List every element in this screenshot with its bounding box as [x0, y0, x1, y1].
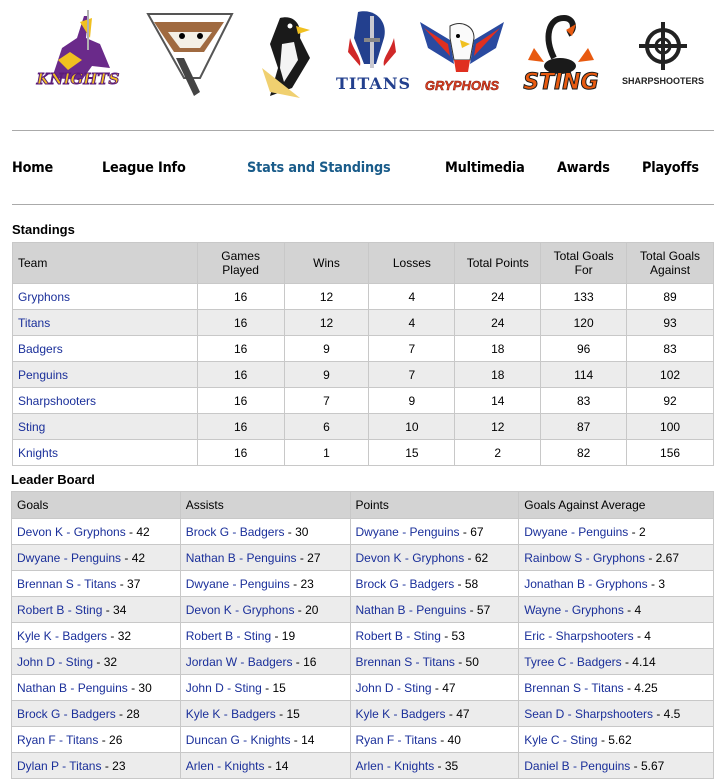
player-link[interactable]: Nathan B - Penguins	[355, 602, 467, 617]
stat-value: - 53	[440, 628, 465, 643]
nav-divider	[12, 204, 714, 205]
header-goals-against: Total Goals Against	[627, 243, 714, 284]
player-link[interactable]: Tyree C - Badgers	[524, 654, 622, 669]
player-link[interactable]: Dylan P - Titans	[17, 758, 102, 773]
badger-icon	[144, 8, 236, 100]
stat-value: - 4.25	[623, 680, 658, 695]
stat-value: - 57	[466, 602, 491, 617]
leader-cell-gaa	[519, 519, 714, 545]
team-link[interactable]: Knights	[13, 440, 198, 466]
team-link[interactable]: Sharpshooters	[13, 388, 198, 414]
cell-goals-for: 133	[541, 284, 627, 310]
stat-value: - 19	[271, 628, 296, 643]
header-gaa: Goals Against Average	[519, 492, 714, 519]
standings-row	[13, 310, 714, 336]
header-divider	[12, 130, 714, 131]
nav-stats-and-standings[interactable]: Stats and Standings	[247, 160, 391, 176]
stat-value: - 35	[434, 758, 459, 773]
stat-value: - 4.5	[653, 706, 681, 721]
team-logos-banner	[0, 0, 722, 110]
leader-cell-assists	[180, 571, 350, 597]
leader-cell-assists	[180, 597, 350, 623]
header-team: Team	[13, 243, 198, 284]
standings-row	[13, 388, 714, 414]
cell-goals-for: 82	[541, 440, 627, 466]
leader-cell-points	[350, 597, 519, 623]
main-nav	[0, 160, 722, 184]
cell-total-points: 24	[455, 310, 541, 336]
player-link[interactable]: Brennan S - Titans	[524, 680, 624, 695]
leader-row	[12, 597, 714, 623]
cell-goals-for: 114	[541, 362, 627, 388]
header-goals-for: Total Goals For	[541, 243, 627, 284]
stat-value: - 15	[275, 706, 300, 721]
player-link[interactable]: John D - Sting	[185, 680, 262, 695]
stat-value: - 20	[294, 602, 319, 617]
stat-value: - 14	[290, 732, 315, 747]
cell-losses: 10	[369, 414, 455, 440]
cell-total-points: 18	[455, 362, 541, 388]
stat-value: - 30	[127, 680, 152, 695]
player-link[interactable]: Sean D - Sharpshooters	[524, 706, 653, 721]
leader-board-title: Leader Board	[11, 472, 95, 487]
leader-cell-gaa	[519, 675, 714, 701]
cell-wins: 6	[284, 414, 369, 440]
leader-cell-points	[350, 571, 519, 597]
player-link[interactable]: Nathan B - Penguins	[17, 680, 128, 695]
cell-games-played: 16	[197, 362, 284, 388]
header-goals: Goals	[12, 492, 181, 519]
cell-goals-for: 83	[541, 388, 627, 414]
stat-value: - 2.67	[644, 550, 680, 565]
stat-value: - 3	[647, 576, 665, 591]
cell-games-played: 16	[197, 388, 284, 414]
team-link[interactable]: Gryphons	[13, 284, 198, 310]
leader-row	[12, 675, 714, 701]
header-games-played: Games Played	[197, 243, 284, 284]
leader-row	[12, 545, 714, 571]
leader-cell-goals	[12, 597, 181, 623]
cell-goals-against: 100	[627, 414, 714, 440]
leader-row	[12, 571, 714, 597]
stat-value: - 28	[115, 706, 140, 721]
player-link[interactable]: Kyle K - Badgers	[355, 706, 446, 721]
cell-goals-against: 83	[627, 336, 714, 362]
cell-goals-against: 89	[627, 284, 714, 310]
player-link[interactable]: Arlen - Knights	[185, 758, 265, 773]
stat-value: - 5.67	[630, 758, 665, 773]
cell-games-played: 16	[197, 414, 284, 440]
nav-awards[interactable]: Awards	[557, 160, 610, 176]
header-assists: Assists	[180, 492, 350, 519]
cell-goals-for: 120	[541, 310, 627, 336]
player-link[interactable]: Robert B - Sting	[185, 628, 272, 643]
cell-goals-for: 96	[541, 336, 627, 362]
stat-value: - 14	[264, 758, 289, 773]
stat-value: - 47	[445, 706, 470, 721]
cell-total-points: 2	[455, 440, 541, 466]
standings-header-row	[13, 243, 714, 284]
standings-row	[13, 284, 714, 310]
cell-losses: 9	[369, 388, 455, 414]
stat-value: - 47	[431, 680, 456, 695]
leader-row	[12, 649, 714, 675]
leader-cell-assists	[180, 753, 350, 779]
team-link[interactable]: Sting	[13, 414, 198, 440]
standings-row	[13, 362, 714, 388]
leader-row	[12, 519, 714, 545]
stat-value: - 58	[454, 576, 479, 591]
nav-multimedia[interactable]: Multimedia	[445, 160, 525, 176]
leader-row	[12, 753, 714, 779]
stat-value: - 23	[101, 758, 126, 773]
leader-cell-assists	[180, 519, 350, 545]
cell-total-points: 18	[455, 336, 541, 362]
leader-cell-assists	[180, 675, 350, 701]
player-link[interactable]: Ryan F - Titans	[17, 732, 99, 747]
stat-value: - 23	[289, 576, 314, 591]
leader-cell-assists	[180, 623, 350, 649]
leader-row	[12, 623, 714, 649]
stat-value: - 32	[93, 654, 118, 669]
standings-row	[13, 440, 714, 466]
nav-home[interactable]: Home	[12, 160, 54, 176]
stat-value: - 4.14	[621, 654, 656, 669]
player-link[interactable]: Brock G - Badgers	[17, 706, 116, 721]
player-link[interactable]: Devon K - Gryphons	[185, 602, 295, 617]
cell-wins: 9	[284, 362, 369, 388]
player-link[interactable]: Eric - Sharpshooters	[524, 628, 634, 643]
leader-cell-gaa	[519, 701, 714, 727]
leader-cell-goals	[12, 519, 181, 545]
stat-value: - 27	[296, 550, 321, 565]
leader-cell-points	[350, 701, 519, 727]
cell-losses: 4	[369, 310, 455, 336]
leader-cell-assists	[180, 727, 350, 753]
titans-logo-text: TITANS	[336, 74, 412, 93]
leader-cell-gaa	[519, 727, 714, 753]
cell-wins: 9	[284, 336, 369, 362]
cell-losses: 7	[369, 362, 455, 388]
cell-goals-for: 87	[541, 414, 627, 440]
cell-games-played: 16	[197, 284, 284, 310]
stat-value: - 30	[284, 524, 309, 539]
knights-logo-text: KNIGHTS	[36, 70, 120, 88]
player-link[interactable]: Wayne - Gryphons	[524, 602, 624, 617]
player-link[interactable]: Devon K - Gryphons	[355, 550, 465, 565]
team-link[interactable]: Penguins	[13, 362, 198, 388]
player-link[interactable]: John D - Sting	[17, 654, 94, 669]
leader-cell-gaa	[519, 597, 714, 623]
sting-logo-text: STING	[523, 70, 599, 95]
player-link[interactable]: Duncan G - Knights	[185, 732, 291, 747]
team-link[interactable]: Titans	[13, 310, 198, 336]
leader-cell-goals	[12, 727, 181, 753]
stat-value: - 4	[633, 628, 651, 643]
player-link[interactable]: Devon K - Gryphons	[17, 524, 126, 539]
leader-cell-goals	[12, 701, 181, 727]
leader-row	[12, 727, 714, 753]
nav-playoffs[interactable]: Playoffs	[642, 160, 699, 176]
player-link[interactable]: Jonathan B - Gryphons	[524, 576, 648, 591]
stat-value: - 4	[623, 602, 642, 617]
leader-cell-points	[350, 753, 519, 779]
player-link[interactable]: Dwyane - Penguins	[355, 524, 460, 539]
leader-cell-gaa	[519, 753, 714, 779]
header-total-points: Total Points	[455, 243, 541, 284]
leader-cell-gaa	[519, 571, 714, 597]
cell-total-points: 12	[455, 414, 541, 440]
stat-value: - 42	[121, 550, 146, 565]
standings-table	[12, 242, 714, 466]
leader-cell-goals	[12, 623, 181, 649]
leader-cell-assists	[180, 545, 350, 571]
stat-value: - 67	[459, 524, 484, 539]
cell-goals-against: 93	[627, 310, 714, 336]
stat-value: - 32	[107, 628, 132, 643]
leader-cell-gaa	[519, 545, 714, 571]
player-link[interactable]: Brennan S - Titans	[355, 654, 455, 669]
leader-cell-points	[350, 727, 519, 753]
sharpshooters-logo[interactable]	[616, 8, 710, 100]
leader-cell-goals	[12, 753, 181, 779]
player-link[interactable]: Ryan F - Titans	[355, 732, 437, 747]
cell-goals-against: 156	[627, 440, 714, 466]
player-link[interactable]: Robert B - Sting	[17, 602, 103, 617]
leader-cell-gaa	[519, 623, 714, 649]
knights-logo[interactable]	[22, 8, 134, 100]
leader-cell-points	[350, 545, 519, 571]
header-losses: Losses	[369, 243, 455, 284]
leader-cell-goals	[12, 545, 181, 571]
stat-value: - 62	[464, 550, 489, 565]
stat-value: - 40	[436, 732, 461, 747]
player-link[interactable]: John D - Sting	[355, 680, 432, 695]
cell-goals-against: 102	[627, 362, 714, 388]
player-link[interactable]: Brock G - Badgers	[185, 524, 285, 539]
header-wins: Wins	[284, 243, 369, 284]
penguin-icon	[240, 8, 332, 100]
cell-wins: 12	[284, 310, 369, 336]
cell-losses: 7	[369, 336, 455, 362]
cell-wins: 12	[284, 284, 369, 310]
leader-cell-points	[350, 623, 519, 649]
sting-logo[interactable]	[514, 8, 608, 100]
stat-value: - 42	[125, 524, 150, 539]
cell-losses: 15	[369, 440, 455, 466]
player-link[interactable]: Kyle C - Sting	[524, 732, 598, 747]
cell-losses: 4	[369, 284, 455, 310]
cell-goals-against: 92	[627, 388, 714, 414]
cell-wins: 7	[284, 388, 369, 414]
stat-value: - 34	[102, 602, 127, 617]
player-link[interactable]: Brock G - Badgers	[355, 576, 455, 591]
stat-value: - 26	[98, 732, 123, 747]
leader-header-row	[12, 492, 714, 519]
player-link[interactable]: Arlen - Knights	[355, 758, 435, 773]
player-link[interactable]: Kyle K - Badgers	[17, 628, 108, 643]
leader-cell-points	[350, 519, 519, 545]
leader-board-table	[11, 491, 714, 779]
penguins-logo[interactable]	[240, 8, 332, 100]
stat-value: - 37	[116, 576, 141, 591]
gryphons-logo[interactable]	[414, 8, 510, 100]
titans-logo[interactable]	[336, 8, 410, 100]
leader-cell-points	[350, 649, 519, 675]
player-link[interactable]: Kyle K - Badgers	[185, 706, 276, 721]
leader-cell-points	[350, 675, 519, 701]
player-link[interactable]: Nathan B - Penguins	[185, 550, 297, 565]
cell-total-points: 24	[455, 284, 541, 310]
stat-value: - 2	[628, 524, 646, 539]
leader-cell-assists	[180, 701, 350, 727]
header-points: Points	[350, 492, 519, 519]
player-link[interactable]: Brennan S - Titans	[17, 576, 117, 591]
team-link[interactable]: Badgers	[13, 336, 198, 362]
standings-row	[13, 336, 714, 362]
leader-cell-goals	[12, 649, 181, 675]
cell-games-played: 16	[197, 310, 284, 336]
crosshair-icon	[616, 8, 710, 100]
player-link[interactable]: Dwyane - Penguins	[524, 524, 629, 539]
cell-wins: 1	[284, 440, 369, 466]
cell-games-played: 16	[197, 336, 284, 362]
cell-games-played: 16	[197, 440, 284, 466]
leader-cell-gaa	[519, 649, 714, 675]
player-link[interactable]: Dwyane - Penguins	[185, 576, 290, 591]
leader-cell-goals	[12, 675, 181, 701]
leader-row	[12, 701, 714, 727]
cell-total-points: 14	[455, 388, 541, 414]
nav-league-info[interactable]: League Info	[102, 160, 186, 176]
stat-value: - 16	[292, 654, 317, 669]
leader-cell-assists	[180, 649, 350, 675]
player-link[interactable]: Dwyane - Penguins	[17, 550, 122, 565]
player-link[interactable]: Robert B - Sting	[355, 628, 441, 643]
leader-cell-goals	[12, 571, 181, 597]
player-link[interactable]: Jordan W - Badgers	[185, 654, 293, 669]
sharpshooters-logo-text: SHARPSHOOTERS	[621, 76, 704, 86]
player-link[interactable]: Rainbow S - Gryphons	[524, 550, 645, 565]
badgers-logo[interactable]	[144, 8, 236, 100]
stat-value: - 50	[454, 654, 479, 669]
gryphons-logo-text: GRYPHONS	[424, 78, 500, 93]
standings-title: Standings	[12, 222, 75, 237]
player-link[interactable]: Daniel B - Penguins	[524, 758, 631, 773]
standings-row	[13, 414, 714, 440]
stat-value: - 5.62	[597, 732, 632, 747]
stat-value: - 15	[261, 680, 286, 695]
